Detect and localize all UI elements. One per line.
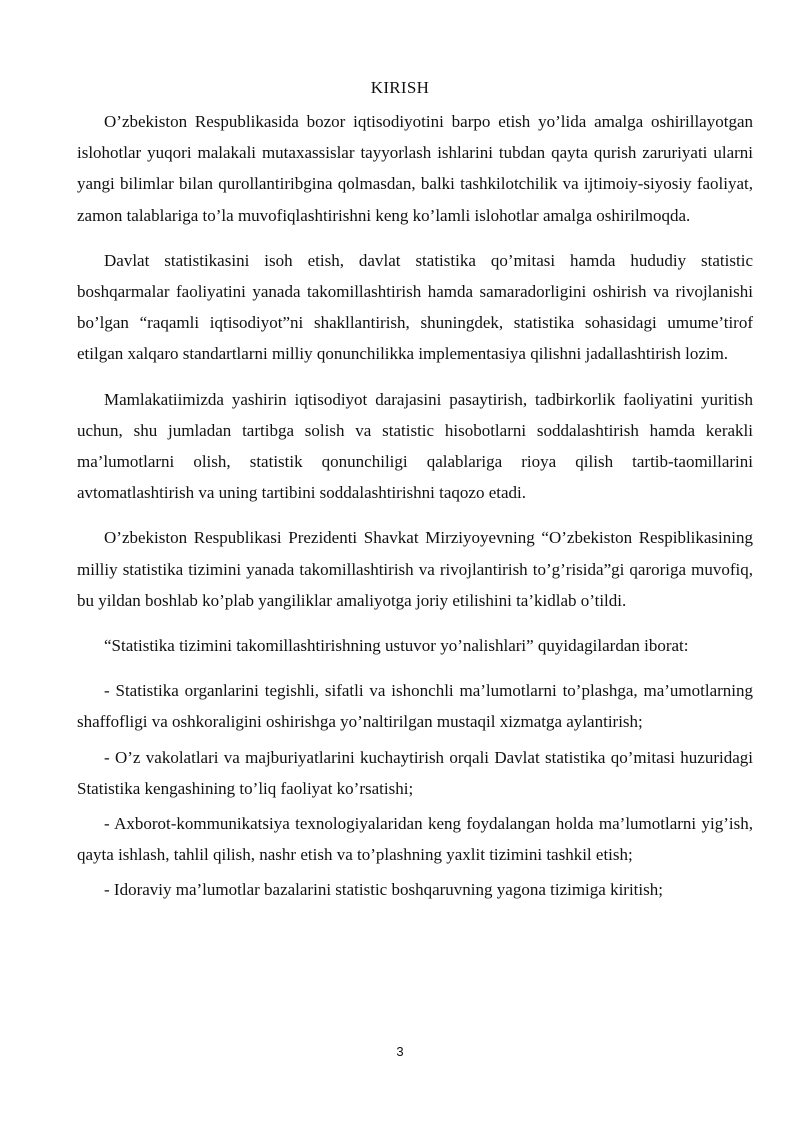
list-item-statistics-council: - O’z vakolatlari va majburiyatlarini kuchaytirish orqali Davlat statistika qo’mitasi huzuridagi Statistika kengashining to’liq faoliyat ko’rsatishi; [77, 747, 753, 798]
body-text [77, 106, 753, 906]
page-number: 3 [396, 1044, 404, 1059]
paragraph-intro: O’zbekiston Respublikasida bozor iqtisodiyotini barpo etish yo’lida amalga oshirillayotgan islohotlar yuqori malakali mutaxassislar tayyorlash ishlarini tubdan qayta qurish zaruriyati ularni yangi bilimlar bilan qurollantiribgina qolmasdan, balki tashkilotchilik va ijtimoiy-siyosiy faoliyat, zamon talablariga to’la muvofiqlashtirishni keng ko’lamli islohotlar amalga oshirilmoqda. [77, 112, 753, 225]
section-title: KIRISH [370, 78, 430, 97]
list-item-ict-system: - Axborot-kommunikatsiya texnologiyalaridan keng foydalangan holda ma’lumotlarni yig’ish, qayta ishlash, tahlil qilish, nashr etish va to’plashning yaxlit tizimini tashkil etish; [77, 814, 753, 865]
paragraph-presidential-decree: O’zbekiston Respublikasi Prezidenti Shavkat Mirziyoyevning “O’zbekiston Respiblikasining milliy statistika tizimini yanada takomillashtirish va rivojlantirish to’g’risida”gi qarorigа muvofiq, bu yildan boshlab ko’plab yangiliklar amaliyotga joriy etilishini ta’kidlab o’tildi. [77, 528, 753, 610]
paragraph-priorities-heading: “Statistika tizimini takomillashtirishning ustuvor yo’nalishlari” quyidagilardan iborat: [104, 636, 689, 656]
paragraph-shadow-economy: Mamlakatiimizda yashirin iqtisodiyot darajasini pasaytirish, tadbirkorlik faoliyatini yuritish uchun, shu jumladan tartibga solish va statistic hisobotlarni soddalashtirish hamda kerakli ma’lumotlarni olish, statistik qonunchiligi qalablariga rioya qilish tartib-taomillarini avtomatlashtirish va uning tartibini soddalashtirishni taqozo etadi. [77, 389, 753, 503]
paragraph-statistics-reform: Davlat statistikasini isoh etish, davlat statistika qo’mitasi hamda hududiy statistic boshqarmalar faoliyatini yanada takomillashtirish hamda samaradorligini oshirish va rivojlanishi bo’lgan “raqamli iqtisodiyot”ni shakllantirish, shuningdek, statistika sohasidagi umume’tirof etilgan xalqaro standartlarni milliy qonunchilikka implementasiya qilishni jadallashtirish lozim. [77, 250, 753, 364]
list-item-departmental-databases: - Idoraviy ma’lumotlar bazalarini statistic boshqaruvning yagona tizimiga kiritish; [104, 880, 663, 900]
list-item-independent-service: - Statistika organlarini tegishli, sifatli va ishonchli ma’lumotlarni to’plashga, ma’umotlarning shaffofligi va oshkoraligini oshirishga yo’naltirilgan mustaqil xizmatga aylantirish; [77, 681, 753, 732]
